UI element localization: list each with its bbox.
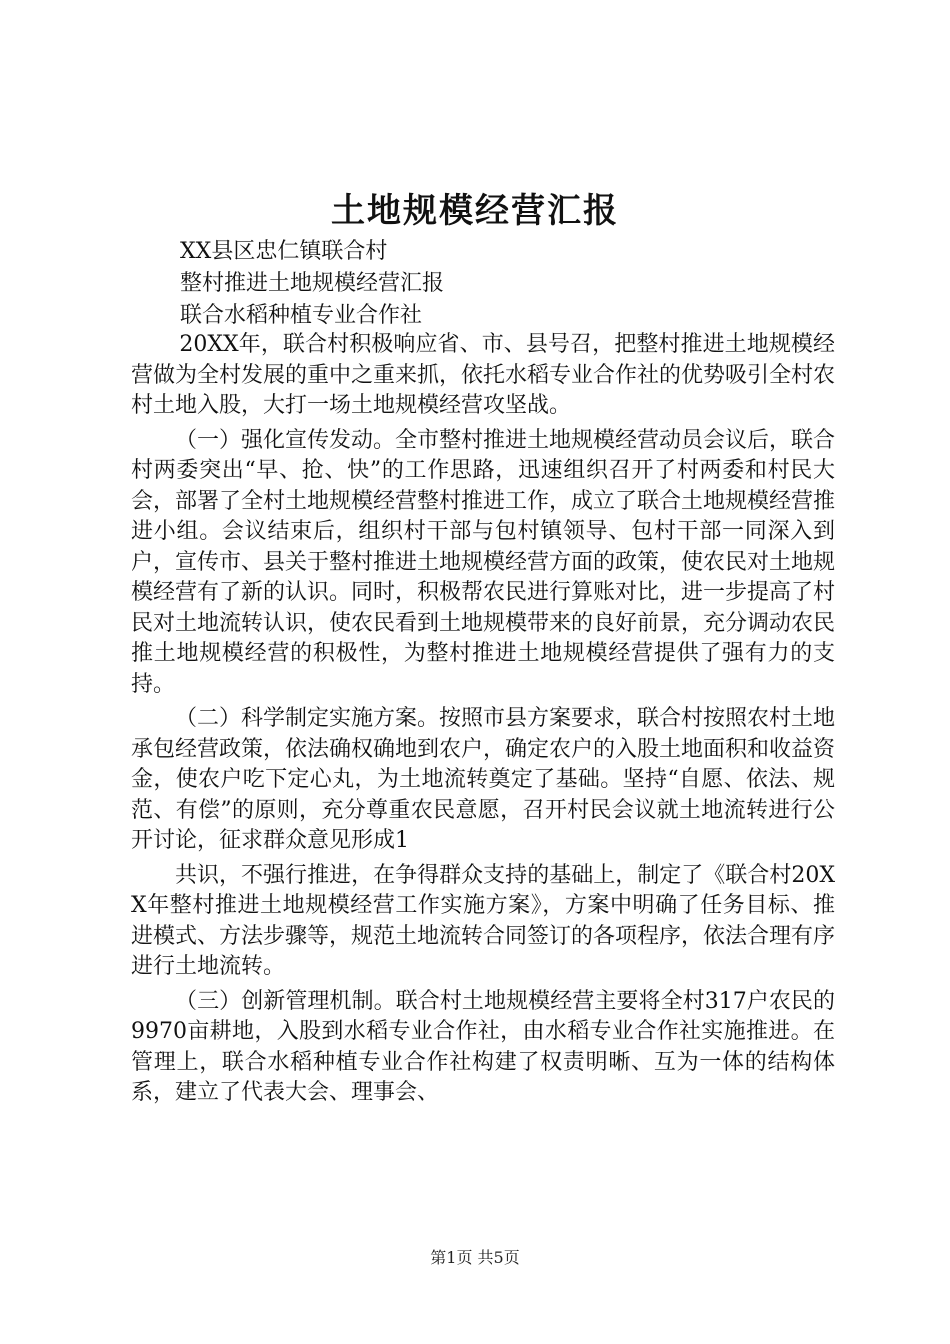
document-title: 土地规模经营汇报 bbox=[331, 191, 619, 231]
section-2-paragraph: （二）科学制定实施方案。按照市县方案要求，联合村按照农村土地承包经营政策，依法确权确地到农户，确定农户的入股土地面积和收益资金，使农户吃下定心丸，为土地流转奠定了基础。坚持“自愿、依法、规范、有偿”的原则，充分尊重农民意愿，召开村民会议就土地流转进行公开讨论，征求群众意见形成1 bbox=[131, 706, 836, 853]
cooperative-name-line: 联合水稻种植专业合作社 bbox=[180, 303, 423, 328]
document-body bbox=[131, 330, 835, 1113]
section-3-paragraph: （三）创新管理机制。联合村土地规模经营主要将全村317户农民的9970亩耕地，入股到水稻专业合作社，由水稻专业合作社实施推进。在管理上，联合水稻种植专业合作社构建了权责明晰、互为一体的结构体系，建立了代表大会、理事会、 bbox=[131, 988, 835, 1105]
page-footer: 第1页 共5页 bbox=[430, 1248, 520, 1267]
intro-paragraph: 20XX年，联合村积极响应省、市、县号召，把整村推进土地规模经营做为全村发展的重中之重来抓，依托水稻专业合作社的优势吸引全村农村土地入股，大打一场土地规模经营攻坚战。 bbox=[131, 332, 836, 418]
section-2-continued-paragraph: 共识，不强行推进，在争得群众支持的基础上，制定了《联合村20XX年整村推进土地规模经营工作实施方案》，方案中明确了任务目标、推进模式、方法步骤等，规范土地流转合同签订的各项程序，依法合理有序进行土地流转。 bbox=[131, 862, 836, 979]
report-subtitle-line: 整村推进土地规模经营汇报 bbox=[180, 271, 445, 296]
section-1-paragraph: （一）强化宣传发动。全市整村推进土地规模经营动员会议后，联合村两委突出“早、抢、快”的工作思路，迅速组织召开了村两委和村民大会，部署了全村土地规模经营整村推进工作，成立了联合土地规模经营推进小组。会议结束后，组织村干部与包村镇领导、包村干部一同深入到户，宣传市、县关于整村推进土地规模经营方面的政策，使农民对土地规模经营有了新的认识。同时，积极帮农民进行算账对比，进一步提高了村民对土地流转认识，使农民看到土地规模带来的良好前景，充分调动农民推土地规模经营的积极性，为整村推进土地规模经营提供了强有力的支持。 bbox=[131, 427, 836, 697]
village-name-line: XX县区忠仁镇联合村 bbox=[180, 239, 388, 264]
document-header-block bbox=[180, 236, 860, 332]
